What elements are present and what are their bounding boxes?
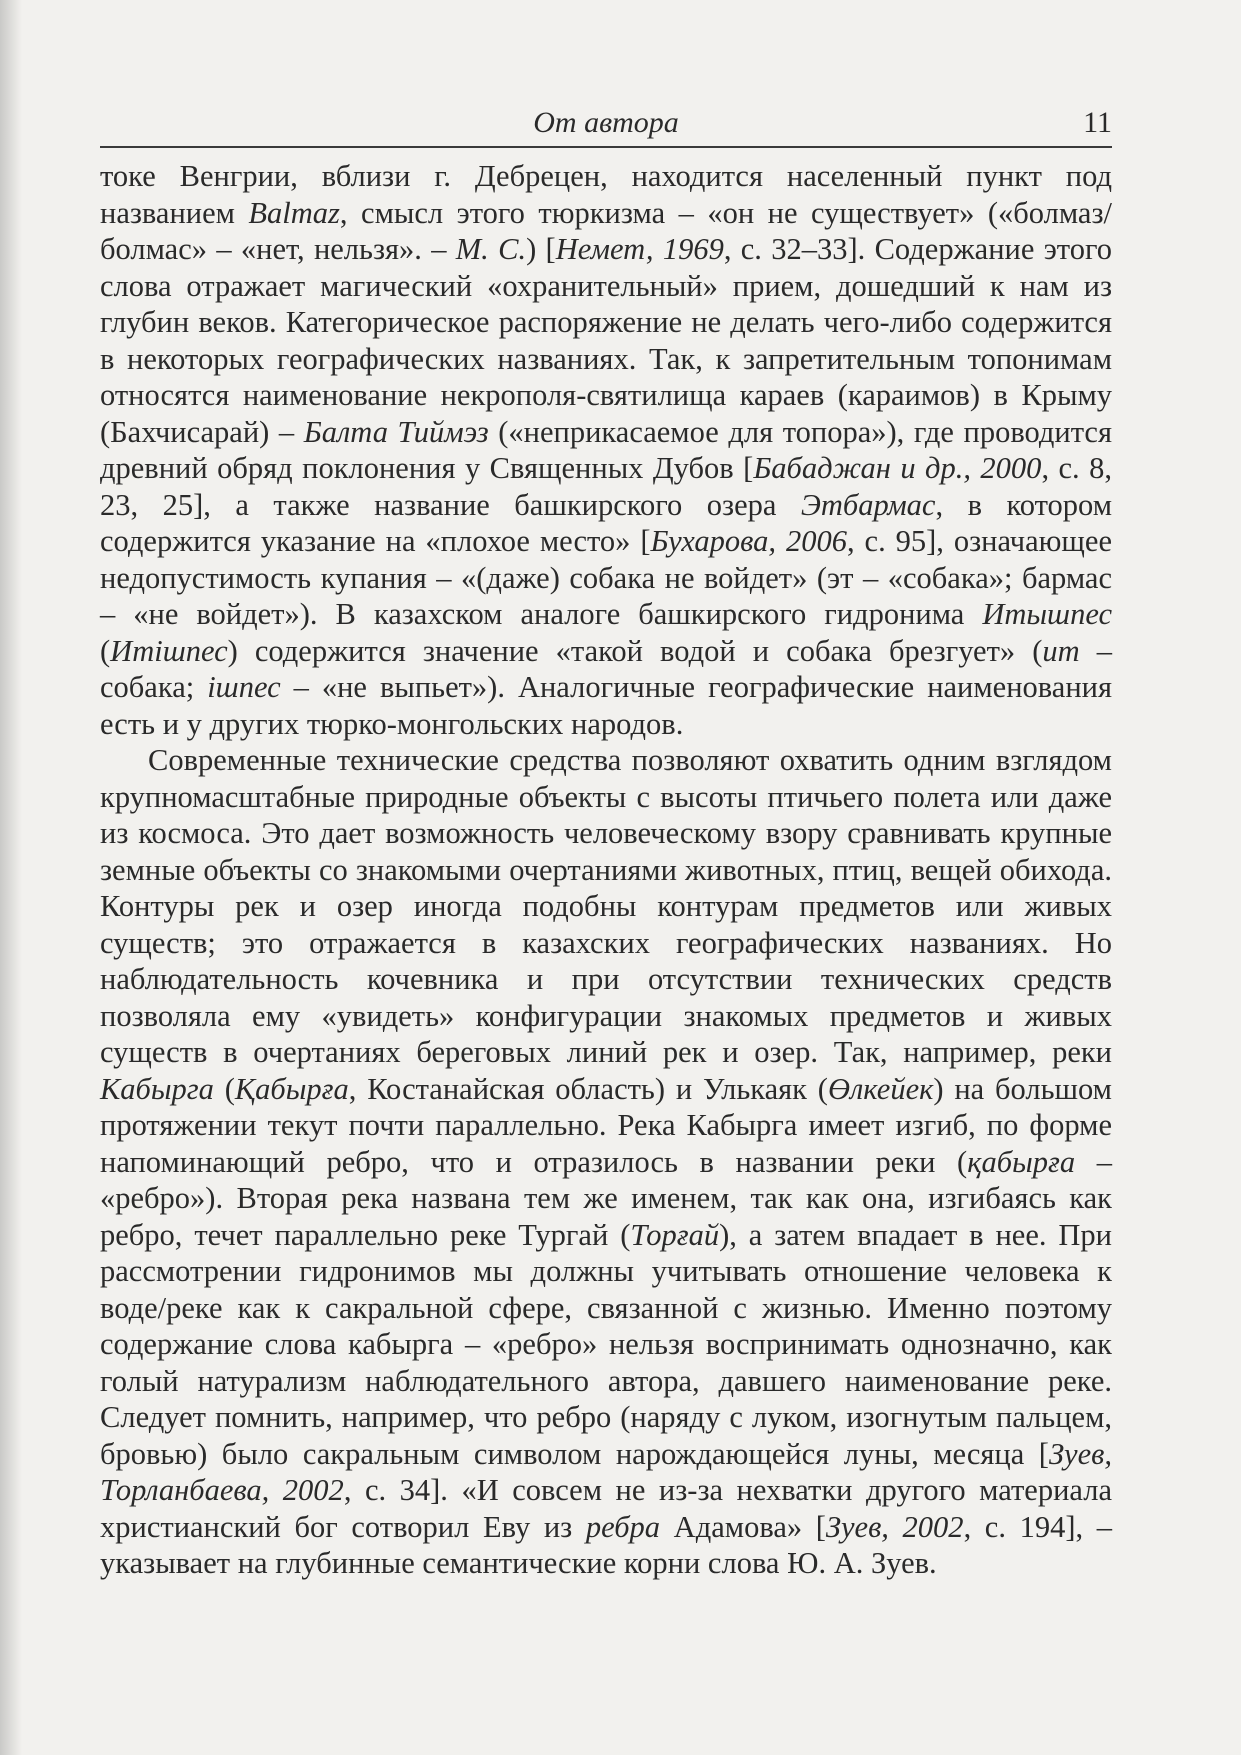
citation: Бухарова, 2006 xyxy=(650,524,847,558)
text-run: , с. 194], – указывает на глубинные семантические корни слова Ю. А. Зуев. xyxy=(100,1509,1112,1580)
scan-binding-shadow xyxy=(0,0,22,1755)
text-run: («неприкасаемое для топора»), где проводится древний обряд поклонения у Священных Дубов [ xyxy=(100,414,1112,485)
italic-term: ит xyxy=(1042,633,1080,668)
italic-term: Қабырға xyxy=(234,1071,349,1106)
running-header-title: От автора xyxy=(533,106,679,139)
citation: Бабаджан и др., 2000 xyxy=(753,451,1042,485)
text-run: , с. 95], означающее недопустимость купания – «(даже) собака не войдет» (эт – «собака»; бармас – «не войдет»). В казахском аналоге башкирского гидронима xyxy=(100,524,1112,631)
running-header xyxy=(100,100,1112,148)
citation: Зуев, 2002 xyxy=(825,1509,964,1544)
italic-term: қабырға xyxy=(967,1144,1076,1179)
text-run: , с. 32–33]. Содержание этого слова отражает магический «охранительный» прием, дошедший к нам из глубин веков. Категорическое распоряжение не делать чего-либо содержится в некоторых географических названиях. Так, к запретительным топонимам относятся наименование некрополя-святилища караев (караимов) в Крыму (Бахчисарай) – xyxy=(100,232,1112,449)
text-run: ) на большом протяжении текут почти параллельно. Река Кабырга имеет изгиб, по форме напоминающий ребро, что и отразилось в названии реки ( xyxy=(100,1071,1112,1179)
text-run: Адамова» [ xyxy=(660,1509,826,1544)
italic-initials: М. С. xyxy=(455,232,527,266)
italic-term: Торғай xyxy=(630,1217,720,1252)
text-run: ), а затем впадает в нее. При рассмотрении гидронимов мы должны учитывать отношение человека к воде/реке как к сакральной сфере, связанной с жизнью. Именно поэтому содержание слова кабырга – «ребро» нельзя воспринимать однозначно, как голый натурализм наблюдательного автора, давшего наименование реке. Следует помнить, например, что ребро (наряду с луком, изогнутым пальцем, бровью) было сакральным символом нарождающейся луны, месяца [ xyxy=(100,1217,1112,1471)
book-page xyxy=(100,100,1112,1582)
text-run: Современные технические средства позволяют охватить одним взглядом крупномасштабные природные объекты с высоты птичьего полета или даже из космоса. Это дает возможность человеческому взору сравнивать крупные земные объекты со знакомыми очертаниями животных, птиц, вещей обихода. Контуры рек и озер иногда подобны контурам предметов или живых существ; это отражается в казахских географических названиях. Но наблюдательность кочевника и при отсутствии технических средств позволяла ему «увидеть» конфигурации знакомых предметов и живых существ в очертаниях береговых линий рек и озер. Так, например, реки xyxy=(100,743,1112,1069)
text-run: – «ребро»). Вторая река названа тем же именем, так как она, изгибаясь как ребро, течет параллельно реке Тургай ( xyxy=(100,1144,1112,1252)
text-run: ( xyxy=(100,633,111,668)
paragraph-2 xyxy=(100,742,1112,1582)
text-run: ) [ xyxy=(526,232,556,266)
italic-term: ішпес xyxy=(207,670,281,704)
text-run: ) содержится значение «такой водой и собака брезгует» ( xyxy=(227,633,1043,668)
italic-term: Өлкейек xyxy=(827,1071,934,1106)
italic-term: ребра xyxy=(585,1509,661,1544)
body-text xyxy=(100,158,1112,1582)
italic-term: Итышпес xyxy=(982,597,1112,631)
italic-term: Итішпес xyxy=(110,633,228,668)
text-run: – собака; xyxy=(100,633,1112,704)
italic-term: Этбармас xyxy=(800,487,936,522)
page-number: 11 xyxy=(1083,106,1112,139)
italic-term: Balmaz xyxy=(248,195,340,230)
text-run: – «не выпьет»). Аналогичные географические наименования есть и у других тюрко-монгольских народов. xyxy=(100,670,1112,741)
citation: Зуев, Торланбаева, 2002 xyxy=(100,1436,1112,1507)
text-run: , Костанайская область) и Улькаяк ( xyxy=(348,1071,828,1106)
text-run: , с. 8, 23, 25], а также название башкирского озера xyxy=(100,451,1112,522)
citation: Немет, 1969 xyxy=(555,232,724,266)
text-run: ( xyxy=(213,1071,235,1106)
text-run: , с. 34]. «И совсем не из-за нехватки другого материала христианский бог сотворил Еву из xyxy=(100,1473,1112,1544)
text-run: , в котором содержится указание на «плохое место» [ xyxy=(100,487,1112,558)
italic-term: Балта Тиймэз xyxy=(303,414,489,449)
paragraph-1 xyxy=(100,158,1112,742)
text-run: токе Венгрии, вблизи г. Дебрецен, находится населенный пункт под названием xyxy=(100,159,1112,230)
italic-term: Кабырга xyxy=(100,1071,214,1106)
text-run: , смысл этого тюркизма – «он не существует» («болмаз/болмас» – «нет, нельзя». – xyxy=(100,195,1112,266)
